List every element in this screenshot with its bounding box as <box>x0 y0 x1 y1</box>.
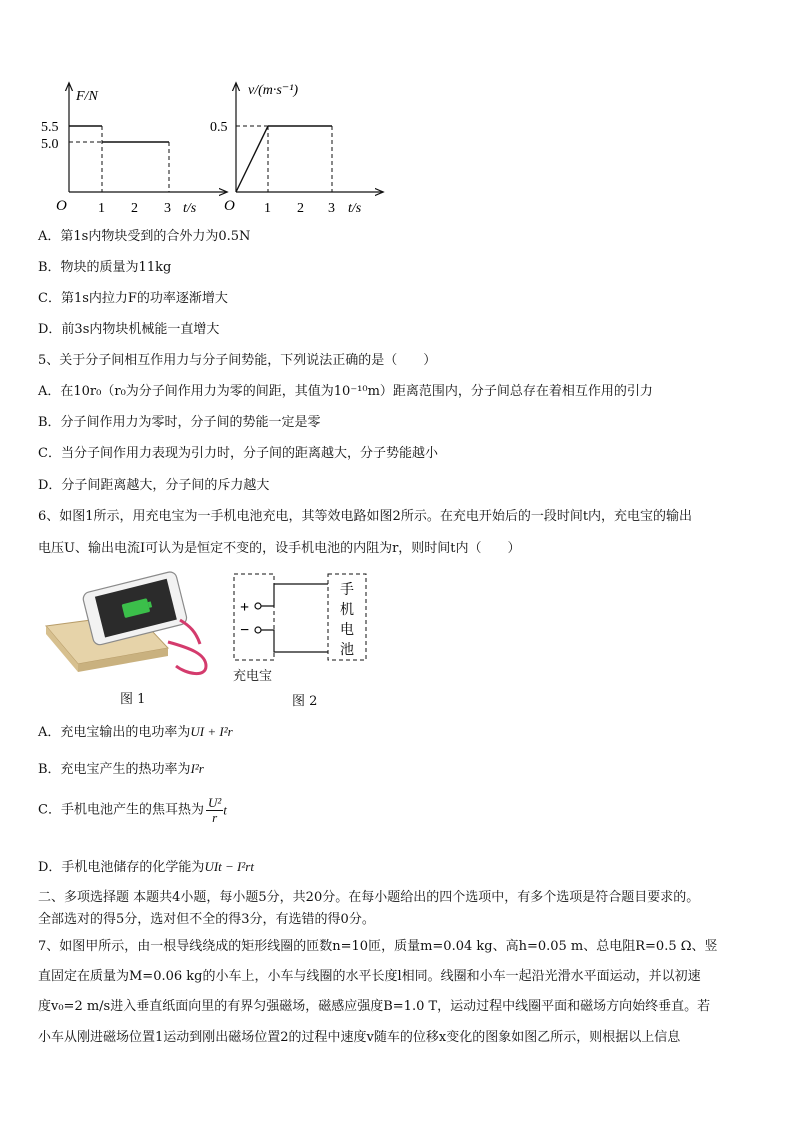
q6-option-c-tail: t <box>223 802 227 818</box>
f-xlabel: t/s <box>183 201 197 216</box>
f-ylabel: F/N <box>76 89 98 104</box>
q6-option-d-expr: UIt − I²rt <box>204 859 254 874</box>
f-xtick-3: 3 <box>164 201 171 216</box>
q6-option-c-fraction <box>206 796 223 825</box>
q7-line1: 7、如图甲所示，由一根导线绕成的矩形线圈的匝数n=10匝，质量m=0.04 kg、高h=0.05 m、总电阻R=0.5 Ω、竖 <box>38 939 718 954</box>
v-xtick-1: 1 <box>264 201 271 216</box>
plus-sign: + <box>240 599 250 616</box>
q7-line4: 小车从刚进磁场位置1运动到刚出磁场位置2的过程中速度v随车的位移x变化的图象如图乙所示，则根据以上信息 <box>38 1030 681 1045</box>
q5-option-d: D．分子间距离越大，分子间的斥力越大 <box>38 478 270 493</box>
velocity-time-graph <box>212 78 392 218</box>
battery-label-3: 电 <box>340 623 354 638</box>
f-xtick-2: 2 <box>131 201 138 216</box>
battery-label-4: 池 <box>340 643 354 658</box>
force-time-graph <box>36 78 236 218</box>
battery-label-1: 手 <box>340 583 354 598</box>
v-ytick-1: 0.5 <box>210 120 228 135</box>
v-xtick-2: 2 <box>297 201 304 216</box>
q6-option-b <box>38 760 204 779</box>
q5-option-c: C．当分子间作用力表现为引力时，分子间的距离越大，分子势能越小 <box>38 446 438 461</box>
section2-line1: 二、多项选择题 本题共4小题，每小题5分，共20分。在每小题给出的四个选项中，有多个选项是符合题目要求的。 <box>38 890 700 905</box>
q5-stem: 5、关于分子间相互作用力与分子间势能，下列说法正确的是（ ） <box>38 353 437 368</box>
q6-option-d <box>38 858 254 877</box>
q6-option-c-denominator: r <box>212 810 218 825</box>
q6-option-c <box>38 796 227 825</box>
v-xlabel: t/s <box>348 201 362 216</box>
q6-option-a-text: A．充电宝输出的电功率为 <box>38 725 191 740</box>
q7-line3: 度v₀=2 m/s进入垂直纸面向里的有界匀强磁场，磁感应强度B=1.0 T，运动过程中线圈平面和磁场方向始终垂直。若 <box>38 999 711 1014</box>
minus-sign: − <box>240 622 250 639</box>
q6-option-d-text: D．手机电池储存的化学能为 <box>38 860 205 875</box>
q6-stem-line2: 电压U、输出电流I可认为是恒定不变的，设手机电池的内阻为r，则时间t内（ ） <box>38 541 521 556</box>
q7-line2: 直固定在质量为M=0.06 kg的小车上，小车与线圈的水平长度l相同。线圈和小车一起沿光滑水平面运动，并以初速 <box>38 969 701 984</box>
v-origin: O <box>224 198 235 214</box>
f-ytick-2: 5.0 <box>41 137 59 152</box>
q4-option-b: B．物块的质量为11kg <box>38 260 172 275</box>
q6-option-a-expr: UI + I²r <box>190 724 233 739</box>
fig2-source-label: 充电宝 <box>233 669 273 684</box>
q6-stem-line1: 6、如图1所示，用充电宝为一手机电池充电，其等效电路如图2所示。在充电开始后的一段时间t内，充电宝的输出 <box>38 509 693 524</box>
q6-option-b-text: B．充电宝产生的热功率为 <box>38 762 191 777</box>
f-ytick-1: 5.5 <box>41 120 59 135</box>
v-xtick-3: 3 <box>328 201 335 216</box>
q5-option-a: A．在10r₀（r₀为分子间作用力为零的间距，其值为10⁻¹⁰m）距离范围内，分子间总存在着相互作用的引力 <box>38 384 653 399</box>
fig1-caption: 图 1 <box>120 692 146 707</box>
f-xtick-1: 1 <box>98 201 105 216</box>
q4-option-d: D．前3s内物块机械能一直增大 <box>38 322 220 337</box>
v-ramp <box>236 126 268 192</box>
v-ylabel: v/(m·s⁻¹) <box>248 83 299 98</box>
q6-option-c-text: C．手机电池产生的焦耳热为 <box>38 802 204 818</box>
q6-option-a <box>38 723 233 742</box>
section2-line2: 全部选对的得5分，选对但不全的得3分，有选错的得0分。 <box>38 912 375 927</box>
equivalent-circuit-diagram <box>230 572 375 667</box>
q6-option-c-numerator: U² <box>207 795 222 810</box>
f-origin: O <box>56 198 67 214</box>
powerbank-phone-image <box>40 574 220 684</box>
q5-option-b: B．分子间作用力为零时，分子间的势能一定是零 <box>38 415 321 430</box>
q4-option-a: A．第1s内物块受到的合外力为0.5N <box>38 229 251 244</box>
q4-option-c: C．第1s内拉力F的功率逐渐增大 <box>38 291 228 306</box>
battery-label-2: 机 <box>340 603 354 618</box>
q6-option-b-expr: I²r <box>190 761 204 776</box>
fig2-caption: 图 2 <box>292 694 318 709</box>
